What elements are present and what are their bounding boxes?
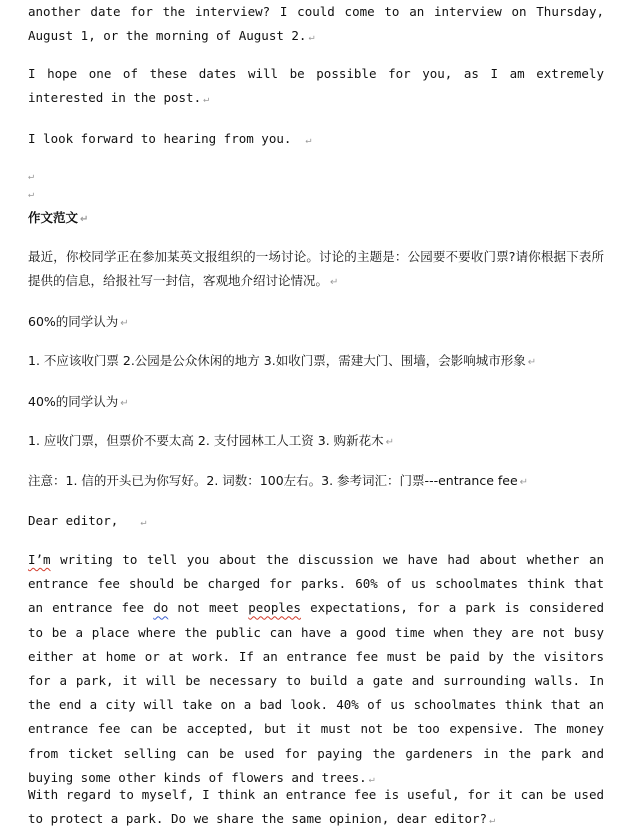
paragraph-hope: I hope one of these dates will be possible for you, as I am extremely interested in the post. ↵: [28, 66, 604, 106]
paragraph-mark-icon: ↵: [120, 318, 129, 329]
spellcheck-flagged-word: I’m: [28, 552, 51, 567]
task-description: 最近，你校同学正在参加某英文报组织的一场讨论。讨论的主题是：公园要不要收门票?请你根据下表所提供的信息，给报社写一封信，客观地介绍讨论情况。 ↵: [28, 249, 604, 289]
paragraph-mark-icon: ↵: [330, 277, 339, 289]
empty-paragraph: [28, 181, 604, 207]
paragraph-mark-icon: ↵: [527, 357, 537, 368]
opinion-60-heading: 60%的同学认为 ↵: [28, 314, 129, 329]
paragraph-mark-icon: ↵: [368, 773, 375, 785]
spellcheck-flagged-word: peoples: [248, 600, 301, 616]
paragraph-interview-dates: another date for the interview? I could come to an interview on Thursday, August 1, or the morning of August 2. ↵: [28, 4, 604, 44]
paragraph-mark-icon: ↵: [203, 94, 210, 106]
essay-closing-paragraph: With regard to myself, I think an entrance fee is useful, for it can be used to protect a park. Do we share the same opinion, dear editor? ↵: [28, 787, 604, 827]
paragraph-mark-icon: ↵: [305, 135, 312, 146]
letter-salutation: Dear editor, ↵: [28, 513, 147, 528]
paragraph-mark-icon: ↵: [28, 171, 35, 182]
paragraph-mark-icon: ↵: [519, 477, 529, 488]
essay-body-paragraph: I’m writing to tell you about the discussion we have had about whether an entrance fee should be charged for parks. 60% of us schoolmates think that an entrance fee do not meet peoples expectations, for a park is considered to be a place where the public can have a good time when they are not busy either at home or at work. If an entrance fee must be paid by the visitors for a park, it will be necessary to build a gate and surrounding walls. In the end a city will take on a bad look. 40% of us schoolmates think that an entrance fee can be accepted, but it must not be too expensive. The money from ticket selling can be used for paying the gardeners in the park and buying some other kinds of flowers and trees. ↵: [28, 552, 604, 785]
opinion-40-heading: 40%的同学认为 ↵: [28, 394, 129, 409]
section-heading: 作文范文 ↵: [28, 210, 89, 225]
paragraph-mark-icon: ↵: [308, 32, 315, 44]
grammar-flagged-word: do: [153, 600, 169, 616]
paragraph-mark-icon: ↵: [140, 517, 147, 528]
paragraph-mark-icon: ↵: [489, 815, 496, 827]
opinion-60-points: 1. 不应该收门票 2.公园是公众休闲的地方 3.如收门票，需建大门、围墙，会影响城市形象 ↵: [28, 353, 537, 368]
paragraph-mark-icon: ↵: [385, 437, 395, 448]
writing-notes: 注意：1. 信的开头已为你写好。2. 词数：100左右。3. 参考词汇：门票---entrance fee ↵: [28, 473, 529, 488]
paragraph-mark-icon: ↵: [28, 189, 35, 200]
opinion-40-points: 1. 应收门票，但票价不要太高 2. 支付园林工人工资 3. 购新花木 ↵: [28, 433, 395, 448]
paragraph-look-forward: I look forward to hearing from you. ↵: [28, 131, 312, 146]
paragraph-mark-icon: ↵: [120, 398, 129, 409]
paragraph-mark-icon: ↵: [80, 214, 89, 225]
